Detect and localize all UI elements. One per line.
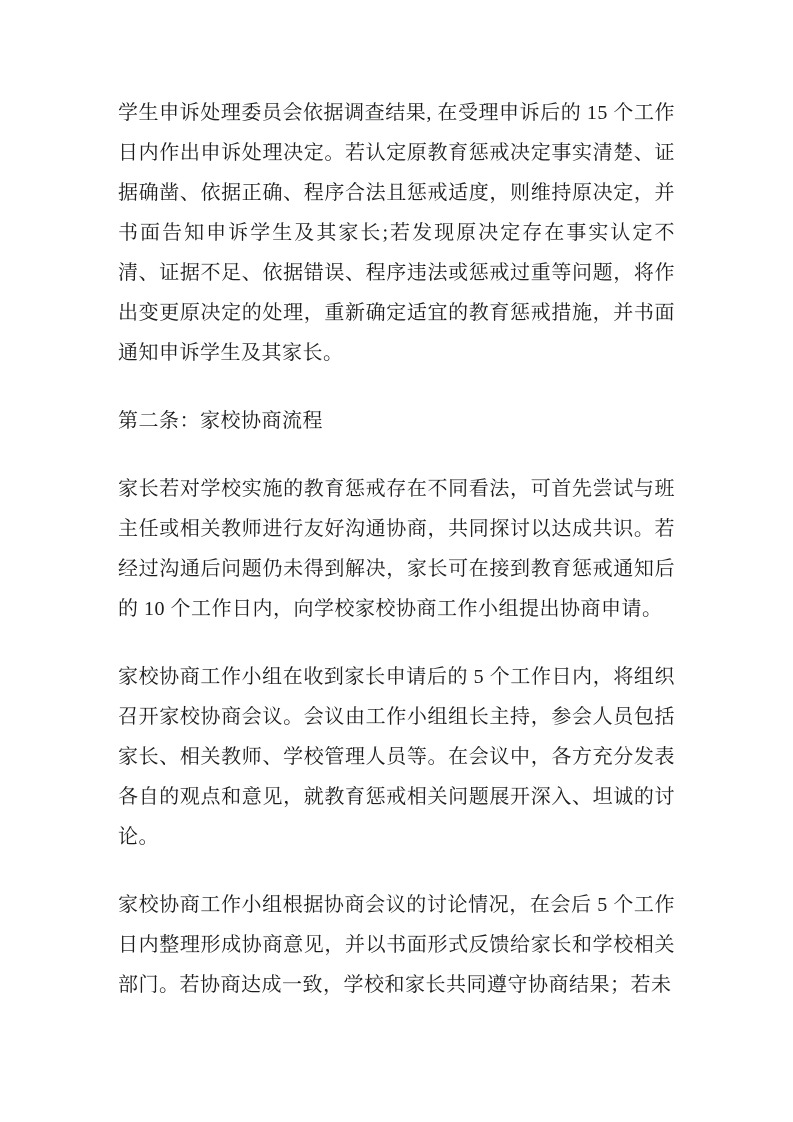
paragraph-negotiation-result: 家校协商工作小组根据协商会议的讨论情况，在会后 5 个工作日内整理形成协商意见，并以书面形式反馈给家长和学校相关部门。若协商达成一致，学校和家长共同遵守协商结果；若未: [118, 894, 675, 996]
paragraph-negotiation-request: 家长若对学校实施的教育惩戒存在不同看法，可首先尝试与班主任或相关教师进行友好沟通协商，共同探讨以达成共识。若经过沟通后问题仍未得到解决，家长可在接到教育惩戒通知后的 10 个工作日内，向学校家校协商工作小组提出协商申请。: [118, 478, 675, 620]
paragraph-appeal-decision: 学生申诉处理委员会依据调查结果, 在受理申诉后的 15 个工作日内作出申诉处理决定。若认定原教育惩戒决定事实清楚、证据确凿、依据正确、程序合法且惩戒适度，则维持原决定，并书面告知申诉学生及其家长;若发现原决定存在事实认定不清、证据不足、依据错误、程序违法或惩戒过重等问题，将作出变更原决定的处理，重新确定适宜的教育惩戒措施，并书面通知申诉学生及其家长。: [118, 102, 675, 364]
paragraph-negotiation-meeting: 家校协商工作小组在收到家长申请后的 5 个工作日内，将组织召开家校协商会议。会议由工作小组组长主持，参会人员包括家长、相关教师、学校管理人员等。在会议中，各方充分发表各自的观点和意见，就教育惩戒相关问题展开深入、坦诚的讨论。: [118, 666, 675, 848]
document-body: [118, 93, 675, 1005]
section-heading-article-2: 第二条：家校协商流程: [118, 410, 323, 432]
